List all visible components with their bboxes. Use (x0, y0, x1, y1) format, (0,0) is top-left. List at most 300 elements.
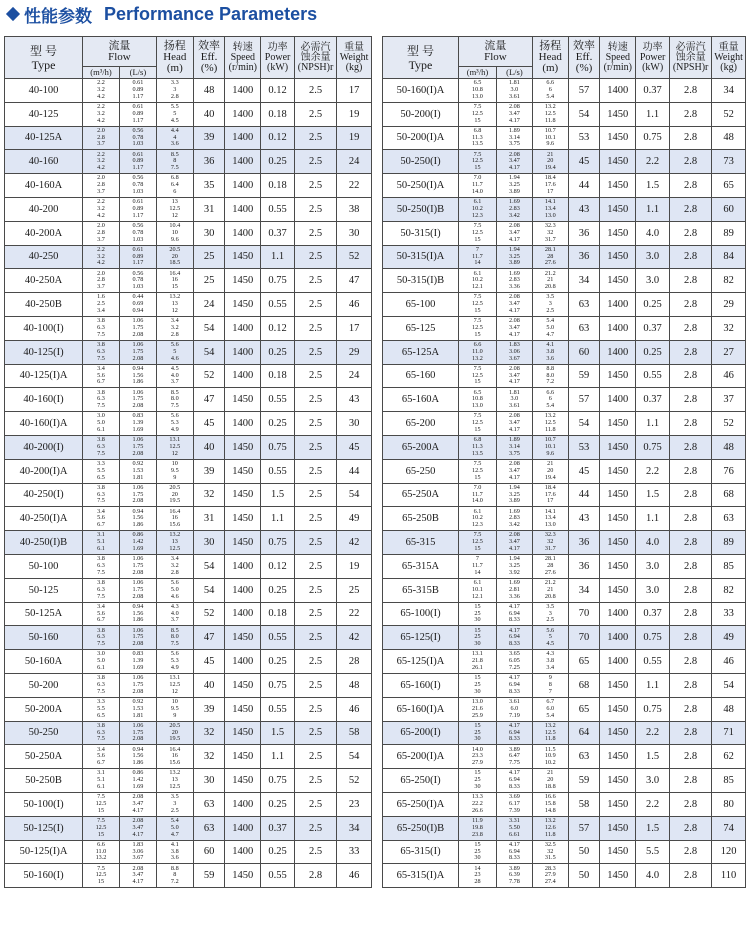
model-type: 50-125A (5, 602, 83, 626)
table-row (383, 769, 746, 793)
header-flow: 流量 Flow (83, 37, 157, 67)
head-values (156, 340, 193, 364)
ls-value: 1.83 (132, 840, 144, 848)
head-value: 2.8 (170, 568, 179, 576)
flow-ls-values (119, 650, 156, 674)
ls-value: 3.47 (508, 419, 520, 427)
ls-value: 1.69 (132, 425, 144, 433)
ls-value: 1.86 (132, 521, 144, 529)
m3h-value: 3.1 (97, 769, 105, 777)
head-value: 10.7 (544, 436, 556, 444)
npsh: 2.8 (670, 816, 712, 840)
power: 1.1 (261, 507, 295, 531)
speed: 1400 (225, 79, 261, 103)
flow-ls-values (496, 174, 532, 198)
head-value: 13.0 (544, 211, 556, 219)
power: 3.0 (636, 269, 670, 293)
head-value: 9 (173, 711, 177, 719)
m3h-value: 3.8 (97, 674, 105, 682)
speed: 1450 (600, 150, 636, 174)
npsh: 2.5 (294, 197, 336, 221)
head-values (532, 412, 568, 436)
speed: 1450 (600, 412, 636, 436)
ls-value: 3.61 (508, 402, 520, 410)
weight: 120 (712, 840, 746, 864)
flow-m3h-values (83, 340, 120, 364)
power: 0.37 (636, 602, 670, 626)
model-type: 65-250B (383, 507, 459, 531)
head-value: 27.9 (544, 871, 556, 879)
m3h-value: 7.0 (473, 174, 482, 182)
head-value: 31.5 (544, 854, 556, 862)
ls-value: 2.08 (508, 221, 520, 229)
ls-value: 7.78 (508, 878, 520, 886)
model-type: 40-250(I)A (5, 507, 83, 531)
model-type: 40-250(I) (5, 483, 83, 507)
ls-value: 7.39 (508, 806, 520, 814)
head-values (532, 102, 568, 126)
speed: 1400 (600, 388, 636, 412)
flow-ls-values (496, 792, 532, 816)
ls-value: 1.39 (132, 657, 144, 665)
m3h-value: 5.6 (97, 609, 105, 617)
m3h-value: 15 (474, 306, 481, 314)
flow-m3h-values (83, 245, 120, 269)
m3h-value: 6.1 (473, 507, 482, 515)
flow-ls-values (119, 79, 156, 103)
efficiency: 70 (568, 626, 600, 650)
weight: 63 (712, 507, 746, 531)
model-type: 65-125(I)A (383, 650, 459, 674)
m3h-value: 7.5 (97, 497, 105, 505)
table-row (383, 697, 746, 721)
m3h-value: 4.2 (97, 164, 105, 172)
weight: 22 (337, 174, 372, 198)
head-values (156, 578, 193, 602)
head-value: 3.4 (170, 317, 179, 325)
table-row (383, 221, 746, 245)
flow-ls-values (119, 864, 156, 888)
model-type: 50-160 (5, 626, 83, 650)
head-value: 32 (547, 538, 554, 546)
flow-m3h-values (458, 221, 496, 245)
head-value: 4.3 (546, 650, 555, 658)
m3h-value: 6.7 (97, 616, 105, 624)
head-value: 20.5 (169, 245, 181, 253)
m3h-value: 15 (474, 473, 481, 481)
ls-value: 8.33 (508, 782, 520, 790)
speed: 1450 (600, 483, 636, 507)
weight: 27 (712, 340, 746, 364)
m3h-value: 6.5 (97, 473, 105, 481)
weight: 74 (712, 816, 746, 840)
efficiency: 54 (193, 578, 225, 602)
ls-value: 2.08 (132, 687, 144, 695)
model-type: 40-100(I) (5, 316, 83, 340)
flow-m3h-values (458, 126, 496, 150)
speed: 1400 (225, 792, 261, 816)
head-value: 8 (173, 871, 177, 879)
m3h-value: 2.2 (97, 150, 105, 158)
flow-m3h-values (458, 388, 496, 412)
weight: 47 (337, 269, 372, 293)
flow-ls-values (496, 650, 532, 674)
flow-ls-values (496, 150, 532, 174)
npsh: 2.5 (294, 483, 336, 507)
ls-value: 0.89 (132, 252, 144, 260)
head-value: 7.5 (170, 402, 179, 410)
ls-value: 4.17 (508, 425, 520, 433)
flow-m3h-values (458, 150, 496, 174)
speed: 1450 (600, 840, 636, 864)
speed: 1450 (225, 721, 261, 745)
ls-value: 3.69 (508, 793, 520, 801)
ls-value: 6.94 (508, 776, 520, 784)
speed: 1450 (600, 745, 636, 769)
head-value: 19.5 (169, 497, 181, 505)
m3h-value: 13.5 (472, 449, 483, 457)
weight: 84 (712, 245, 746, 269)
flow-ls-values (496, 412, 532, 436)
npsh: 2.8 (294, 864, 336, 888)
head-value: 5.6 (170, 412, 179, 420)
head-values (532, 245, 568, 269)
power: 0.25 (261, 650, 295, 674)
npsh: 2.5 (294, 769, 336, 793)
weight: 24 (337, 150, 372, 174)
head-value: 6.8 (170, 174, 179, 182)
m3h-value: 11.7 (472, 490, 483, 498)
npsh: 2.8 (670, 412, 712, 436)
weight: 54 (337, 483, 372, 507)
m3h-value: 11.7 (472, 181, 483, 189)
weight: 22 (337, 602, 372, 626)
header-power: 功率 Power (kW) (636, 37, 670, 79)
m3h-value: 3.4 (97, 306, 105, 314)
m3h-value: 15 (474, 840, 481, 848)
efficiency: 60 (193, 840, 225, 864)
flow-m3h-values (83, 554, 120, 578)
power: 0.37 (636, 388, 670, 412)
weight: 68 (712, 483, 746, 507)
npsh: 2.5 (294, 221, 336, 245)
weight: 52 (712, 412, 746, 436)
m3h-value: 6.8 (473, 436, 482, 444)
m3h-value: 7.5 (97, 793, 105, 801)
head-value: 3 (548, 300, 552, 308)
model-type: 40-160(I)A (5, 412, 83, 436)
m3h-value: 15 (474, 378, 481, 386)
table-row (5, 721, 372, 745)
ls-value: 0.61 (132, 103, 144, 110)
power: 1.1 (636, 673, 670, 697)
weight: 71 (712, 721, 746, 745)
head-value: 11.8 (544, 425, 556, 433)
speed: 1450 (600, 507, 636, 531)
head-value: 5 (173, 347, 177, 355)
m3h-value: 25 (474, 847, 481, 855)
model-type: 65-200(I) (383, 721, 459, 745)
speed: 1450 (600, 864, 636, 888)
power: 0.75 (261, 673, 295, 697)
m3h-value: 2.2 (97, 79, 105, 87)
efficiency: 45 (568, 459, 600, 483)
ls-value: 1.75 (132, 323, 144, 331)
head-value: 10.1 (544, 442, 556, 450)
efficiency: 36 (568, 221, 600, 245)
model-type: 65-250 (383, 459, 459, 483)
weight: 49 (337, 507, 372, 531)
efficiency: 54 (193, 340, 225, 364)
weight: 23 (337, 792, 372, 816)
head-values (532, 721, 568, 745)
head-value: 3.2 (170, 561, 179, 569)
flow-m3h-values (83, 459, 120, 483)
flow-ls-values (496, 316, 532, 340)
npsh: 2.8 (670, 150, 712, 174)
speed: 1450 (600, 174, 636, 198)
head-values (532, 531, 568, 555)
m3h-value: 6.5 (473, 79, 482, 87)
npsh: 2.8 (670, 721, 712, 745)
ls-value: 3.06 (508, 347, 520, 355)
flow-ls-values (496, 864, 532, 888)
efficiency: 63 (568, 293, 600, 317)
model-type: 50-125 (5, 578, 83, 602)
flow-m3h-values (458, 840, 496, 864)
flow-ls-values (119, 483, 156, 507)
weight: 48 (712, 697, 746, 721)
weight: 38 (337, 197, 372, 221)
head-values (156, 554, 193, 578)
header-power: 功率 Power (kW) (261, 37, 295, 79)
ls-value: 1.81 (508, 79, 520, 87)
ls-value: 3.92 (508, 568, 520, 576)
head-value: 2.8 (170, 92, 179, 100)
power: 0.25 (636, 340, 670, 364)
model-type: 50-125(I) (5, 816, 83, 840)
efficiency: 44 (568, 174, 600, 198)
head-value: 13 (171, 776, 178, 784)
power: 3.0 (636, 554, 670, 578)
efficiency: 24 (193, 293, 225, 317)
speed: 1400 (225, 221, 261, 245)
power: 0.18 (261, 102, 295, 126)
speed: 1450 (225, 745, 261, 769)
m3h-value: 3.1 (97, 531, 105, 539)
m3h-value: 11.3 (472, 133, 483, 141)
npsh: 2.8 (670, 864, 712, 888)
head-value: 28 (547, 561, 554, 569)
head-value: 3.5 (546, 293, 555, 301)
model-type: 65-250(I) (383, 769, 459, 793)
m3h-value: 7.5 (473, 531, 482, 539)
speed: 1450 (225, 673, 261, 697)
head-value: 9.6 (170, 235, 179, 243)
head-values (532, 269, 568, 293)
header-speed: 转速 Speed (r/min) (600, 37, 636, 79)
m3h-value: 12.5 (472, 323, 483, 331)
speed: 1450 (600, 435, 636, 459)
head-value: 16.4 (169, 507, 181, 515)
speed: 1450 (225, 388, 261, 412)
ls-value: 1.94 (508, 483, 520, 491)
ls-value: 0.94 (132, 507, 144, 515)
flow-m3h-values (458, 673, 496, 697)
speed: 1450 (600, 554, 636, 578)
table-row (5, 269, 372, 293)
ls-value: 1.81 (132, 473, 144, 481)
model-type: 50-315(I)B (383, 269, 459, 293)
speed: 1400 (225, 340, 261, 364)
weight: 89 (712, 221, 746, 245)
ls-value: 3.47 (508, 157, 520, 165)
power: 0.55 (261, 293, 295, 317)
head-values (156, 79, 193, 103)
ls-value: 0.78 (132, 133, 144, 141)
speed: 1450 (225, 483, 261, 507)
model-type: 40-250 (5, 245, 83, 269)
head-value: 5.3 (170, 657, 179, 665)
m3h-value: 3.8 (97, 340, 105, 348)
m3h-value: 6.5 (97, 711, 105, 719)
efficiency: 40 (193, 435, 225, 459)
weight: 82 (712, 578, 746, 602)
m3h-value: 6.3 (97, 585, 105, 593)
ls-value: 3.47 (508, 300, 520, 308)
ls-value: 0.94 (132, 364, 144, 372)
table-row (5, 221, 372, 245)
efficiency: 45 (193, 650, 225, 674)
head-value: 3.8 (546, 347, 555, 355)
m3h-value: 7.5 (473, 221, 482, 229)
flow-ls-values (119, 340, 156, 364)
head-value: 16.4 (169, 269, 181, 277)
head-value: 8 (173, 157, 177, 165)
table-row (5, 293, 372, 317)
m3h-value: 3.0 (97, 412, 105, 420)
flow-ls-values (496, 245, 532, 269)
ls-value: 2.08 (132, 735, 144, 743)
power: 1.1 (261, 245, 295, 269)
ls-value: 4.17 (132, 878, 144, 886)
head-value: 4.0 (170, 609, 179, 617)
ls-value: 2.08 (132, 592, 144, 600)
m3h-value: 15 (474, 626, 481, 634)
npsh: 2.8 (670, 174, 712, 198)
power: 0.18 (261, 602, 295, 626)
m3h-value: 15 (474, 602, 481, 610)
ls-value: 4.17 (508, 330, 520, 338)
head-value: 12.5 (544, 728, 556, 736)
ls-value: 3.47 (508, 466, 520, 474)
power: 0.75 (636, 126, 670, 150)
m3h-value: 5.6 (97, 752, 105, 760)
flow-ls-values (119, 626, 156, 650)
model-type: 50-160(I)A (383, 79, 459, 103)
weight: 46 (712, 364, 746, 388)
head-value: 20 (171, 490, 178, 498)
speed: 1400 (225, 840, 261, 864)
m3h-value: 7.5 (97, 402, 105, 410)
head-value: 8.8 (546, 364, 555, 372)
weight: 48 (712, 435, 746, 459)
ls-value: 4.17 (508, 235, 520, 243)
ls-value: 1.75 (132, 680, 144, 688)
weight: 85 (712, 554, 746, 578)
flow-m3h-values (83, 364, 120, 388)
weight: 29 (337, 340, 372, 364)
npsh: 2.8 (670, 102, 712, 126)
head-value: 4.4 (170, 126, 179, 134)
model-type: 65-160(I) (383, 673, 459, 697)
m3h-value: 10.8 (472, 86, 483, 93)
m3h-value: 7.5 (97, 816, 105, 824)
m3h-value: 3.8 (97, 483, 105, 491)
head-values (532, 578, 568, 602)
head-value: 14.1 (544, 507, 556, 515)
ls-value: 4.17 (508, 674, 520, 682)
head-value: 6.0 (546, 704, 555, 712)
table-row (5, 864, 372, 888)
speed: 1450 (600, 126, 636, 150)
head-value: 10.4 (169, 221, 181, 229)
m3h-value: 15 (474, 544, 481, 552)
ls-value: 0.89 (132, 109, 144, 117)
weight: 28 (337, 650, 372, 674)
flow-ls-values (496, 697, 532, 721)
model-type: 40-250A (5, 269, 83, 293)
ls-value: 4.17 (508, 602, 520, 610)
flow-ls-values (119, 554, 156, 578)
m3h-value: 6.6 (473, 340, 482, 348)
head-values (156, 364, 193, 388)
speed: 1450 (600, 364, 636, 388)
npsh: 2.8 (670, 602, 712, 626)
flow-ls-values (496, 626, 532, 650)
head-value: 2.5 (546, 616, 555, 624)
efficiency: 54 (568, 102, 600, 126)
npsh: 2.8 (670, 126, 712, 150)
head-value: 28.3 (544, 864, 556, 872)
m3h-value: 19.8 (472, 823, 483, 831)
npsh: 2.8 (670, 221, 712, 245)
npsh: 2.5 (294, 816, 336, 840)
ls-value: 0.78 (132, 276, 144, 284)
head-values (532, 316, 568, 340)
m3h-value: 2.8 (97, 133, 105, 141)
head-value: 31.7 (544, 235, 556, 243)
weight: 30 (337, 221, 372, 245)
flow-ls-values (119, 126, 156, 150)
head-value: 28.1 (544, 245, 556, 253)
efficiency: 30 (193, 221, 225, 245)
efficiency: 50 (568, 864, 600, 888)
ls-value: 1.94 (508, 245, 520, 253)
head-value: 6 (548, 395, 552, 403)
ls-value: 1.56 (132, 371, 144, 379)
model-type: 50-250 (5, 721, 83, 745)
ls-value: 3.0 (510, 395, 519, 403)
head-value: 4 (173, 133, 177, 141)
ls-value: 0.61 (132, 150, 144, 158)
m3h-value: 15 (474, 721, 481, 729)
model-type: 50-315(I)A (383, 245, 459, 269)
ls-value: 0.89 (132, 204, 144, 212)
efficiency: 63 (568, 316, 600, 340)
head-value: 21 (547, 276, 554, 284)
flow-ls-values (496, 840, 532, 864)
